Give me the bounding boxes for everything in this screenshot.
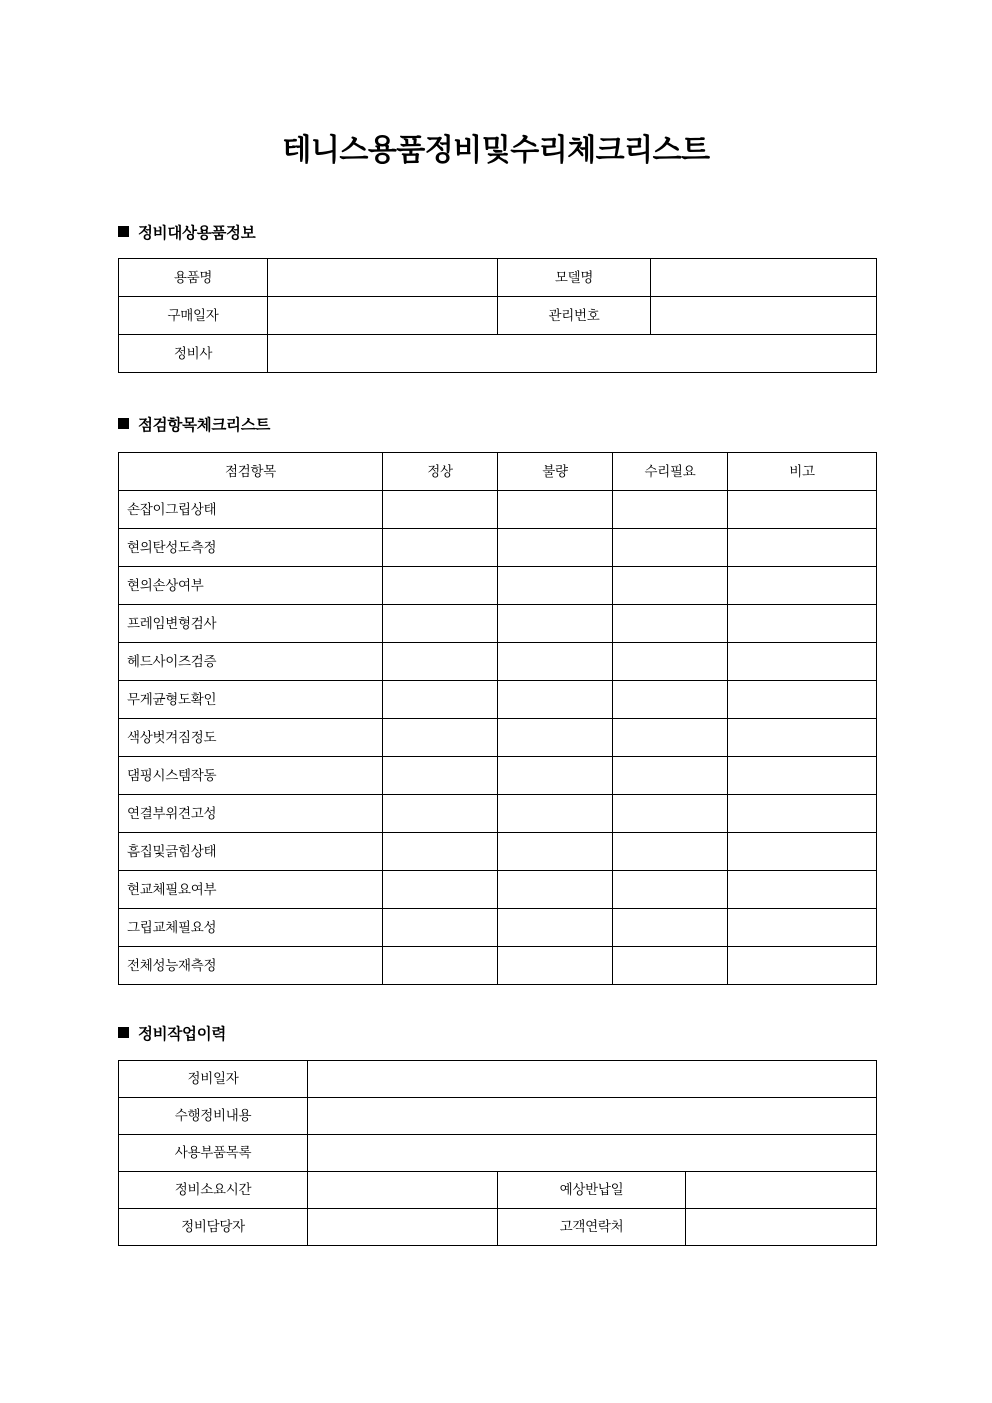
inspection-checklist-table: [118, 452, 877, 985]
table-row: [119, 491, 877, 529]
column-header-repair-needed: 수리필요: [613, 453, 728, 491]
checklist-cell-normal[interactable]: [383, 947, 498, 985]
table-row: [119, 681, 877, 719]
checklist-cell-normal[interactable]: [383, 605, 498, 643]
checklist-cell-normal[interactable]: [383, 795, 498, 833]
page-title: 테니스용품정비및수리체크리스트: [282, 133, 710, 168]
section-heading-history: [118, 1023, 226, 1045]
checklist-cell-note[interactable]: [728, 871, 877, 909]
checklist-cell-note[interactable]: [728, 795, 877, 833]
label-management-number: 관리번호: [498, 297, 651, 335]
table-row: [119, 567, 877, 605]
table-row: [119, 643, 877, 681]
column-header-normal: 정상: [383, 453, 498, 491]
checklist-cell-defect[interactable]: [498, 719, 613, 757]
checklist-cell-note[interactable]: [728, 909, 877, 947]
field-model-name[interactable]: [651, 259, 877, 297]
checklist-item-name: 흠집및긁힘상태: [119, 833, 383, 871]
table-row: [119, 757, 877, 795]
checklist-cell-defect[interactable]: [498, 757, 613, 795]
checklist-cell-repair[interactable]: [613, 605, 728, 643]
checklist-cell-defect[interactable]: [498, 567, 613, 605]
label-service-duration: 정비소요시간: [119, 1172, 308, 1209]
checklist-cell-defect[interactable]: [498, 605, 613, 643]
table-row: [119, 909, 877, 947]
checklist-cell-normal[interactable]: [383, 719, 498, 757]
column-header-note: 비고: [728, 453, 877, 491]
checklist-cell-repair[interactable]: [613, 491, 728, 529]
checklist-cell-note[interactable]: [728, 567, 877, 605]
field-purchase-date[interactable]: [268, 297, 498, 335]
table-row: [119, 529, 877, 567]
field-product-name[interactable]: [268, 259, 498, 297]
table-row: [119, 605, 877, 643]
table-row: [119, 947, 877, 985]
checklist-cell-defect[interactable]: [498, 681, 613, 719]
checklist-cell-normal[interactable]: [383, 757, 498, 795]
checklist-item-name: 현의탄성도측정: [119, 529, 383, 567]
checklist-item-name: 무게균형도확인: [119, 681, 383, 719]
table-row: [119, 719, 877, 757]
section-heading-equipment-info: [118, 222, 255, 244]
field-expected-return-date[interactable]: [686, 1172, 877, 1209]
checklist-item-name: 연결부위견고성: [119, 795, 383, 833]
label-service-date: 정비일자: [119, 1061, 308, 1098]
checklist-cell-defect[interactable]: [498, 529, 613, 567]
label-model-name: 모델명: [498, 259, 651, 297]
checklist-cell-defect[interactable]: [498, 643, 613, 681]
checklist-cell-note[interactable]: [728, 529, 877, 567]
checklist-cell-repair[interactable]: [613, 643, 728, 681]
checklist-cell-note[interactable]: [728, 491, 877, 529]
checklist-item-name: 색상벗겨짐정도: [119, 719, 383, 757]
checklist-cell-defect[interactable]: [498, 795, 613, 833]
checklist-item-name: 손잡이그립상태: [119, 491, 383, 529]
table-row: [119, 1209, 877, 1246]
bullet-square-icon: [118, 226, 129, 237]
table-row: [119, 1098, 877, 1135]
checklist-item-name: 프레임변형검사: [119, 605, 383, 643]
checklist-cell-repair[interactable]: [613, 681, 728, 719]
field-customer-contact[interactable]: [686, 1209, 877, 1246]
table-row: [119, 1135, 877, 1172]
table-row: [119, 795, 877, 833]
checklist-cell-normal[interactable]: [383, 529, 498, 567]
table-row: [119, 833, 877, 871]
label-customer-contact: 고객연락처: [498, 1209, 686, 1246]
column-header-defect: 불량: [498, 453, 613, 491]
field-service-manager[interactable]: [308, 1209, 498, 1246]
section-heading-checklist: [118, 414, 270, 436]
field-service-duration[interactable]: [308, 1172, 498, 1209]
checklist-item-name: 현의손상여부: [119, 567, 383, 605]
section-heading-history-label: 정비작업이력: [138, 1025, 227, 1043]
table-header-row: [119, 453, 877, 491]
field-parts-used[interactable]: [308, 1135, 877, 1172]
checklist-cell-defect[interactable]: [498, 833, 613, 871]
checklist-item-name: 댐핑시스템작동: [119, 757, 383, 795]
checklist-cell-repair[interactable]: [613, 757, 728, 795]
checklist-cell-repair[interactable]: [613, 833, 728, 871]
checklist-cell-note[interactable]: [728, 757, 877, 795]
checklist-cell-repair[interactable]: [613, 909, 728, 947]
label-product-name: 용품명: [119, 259, 268, 297]
checklist-cell-repair[interactable]: [613, 529, 728, 567]
table-row: [119, 1172, 877, 1209]
field-technician[interactable]: [268, 335, 877, 373]
checklist-cell-normal[interactable]: [383, 909, 498, 947]
checklist-cell-note[interactable]: [728, 947, 877, 985]
checklist-cell-repair[interactable]: [613, 567, 728, 605]
checklist-item-name: 현교체필요여부: [119, 871, 383, 909]
checklist-cell-defect[interactable]: [498, 947, 613, 985]
bullet-square-icon: [118, 1027, 129, 1038]
checklist-cell-normal[interactable]: [383, 833, 498, 871]
checklist-cell-normal[interactable]: [383, 871, 498, 909]
checklist-cell-note[interactable]: [728, 719, 877, 757]
checklist-cell-note[interactable]: [728, 681, 877, 719]
bullet-square-icon: [118, 418, 129, 429]
label-service-details: 수행정비내용: [119, 1098, 308, 1135]
section-heading-equipment-info-label: 정비대상용품정보: [138, 224, 256, 242]
label-technician: 정비사: [119, 335, 268, 373]
checklist-cell-normal[interactable]: [383, 643, 498, 681]
table-row: [119, 1061, 877, 1098]
checklist-cell-note[interactable]: [728, 643, 877, 681]
checklist-cell-repair[interactable]: [613, 871, 728, 909]
label-parts-used: 사용부품목록: [119, 1135, 308, 1172]
equipment-info-table: [118, 258, 877, 373]
label-service-manager: 정비담당자: [119, 1209, 308, 1246]
field-service-details[interactable]: [308, 1098, 877, 1135]
checklist-cell-normal[interactable]: [383, 491, 498, 529]
checklist-cell-repair[interactable]: [613, 795, 728, 833]
table-row: [119, 259, 877, 297]
checklist-cell-normal[interactable]: [383, 681, 498, 719]
section-heading-checklist-label: 점검항목체크리스트: [138, 416, 271, 434]
checklist-cell-normal[interactable]: [383, 567, 498, 605]
checklist-cell-repair[interactable]: [613, 947, 728, 985]
table-row: [119, 335, 877, 373]
checklist-cell-note[interactable]: [728, 833, 877, 871]
checklist-cell-defect[interactable]: [498, 909, 613, 947]
field-management-number[interactable]: [651, 297, 877, 335]
maintenance-history-table: [118, 1060, 877, 1246]
checklist-item-name: 그립교체필요성: [119, 909, 383, 947]
table-row: [119, 297, 877, 335]
checklist-item-name: 전체성능재측정: [119, 947, 383, 985]
table-row: [119, 871, 877, 909]
field-service-date[interactable]: [308, 1061, 877, 1098]
checklist-cell-note[interactable]: [728, 605, 877, 643]
checklist-cell-repair[interactable]: [613, 719, 728, 757]
checklist-cell-defect[interactable]: [498, 491, 613, 529]
label-purchase-date: 구매일자: [119, 297, 268, 335]
checklist-item-name: 헤드사이즈검증: [119, 643, 383, 681]
label-expected-return-date: 예상반납일: [498, 1172, 686, 1209]
checklist-cell-defect[interactable]: [498, 871, 613, 909]
column-header-item: 점검항목: [119, 453, 383, 491]
